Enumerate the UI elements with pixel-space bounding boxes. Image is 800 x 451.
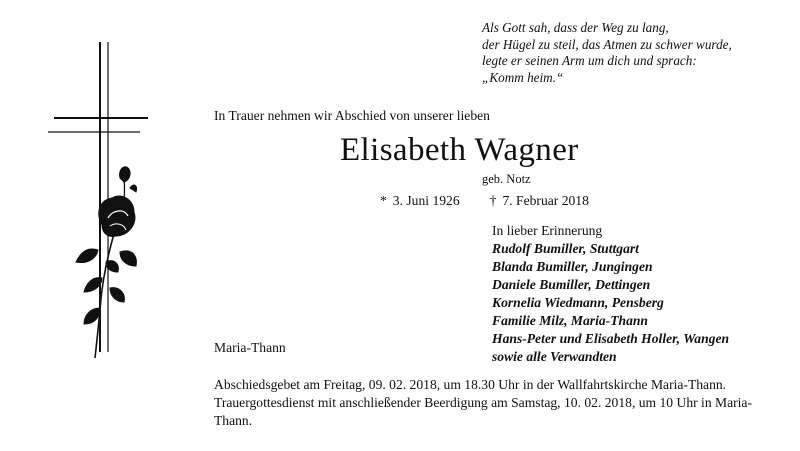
notice-line-funeral: Trauergottesdienst mit anschließender Beerdigung am Samstag, 10. 02. 2018, um 10 Uhr in Maria-Thann. bbox=[214, 395, 752, 428]
cross-with-rose-illustration bbox=[40, 40, 160, 370]
maiden-name: geb. Notz bbox=[482, 172, 531, 186]
deceased-name: Elisabeth Wagner bbox=[340, 132, 579, 168]
poem-line: der Hügel zu steil, das Atmen zu schwer wurde, bbox=[482, 36, 732, 52]
intro-text: In Trauer nehmen wir Abschied von unserer lieben bbox=[214, 108, 490, 123]
died-symbol: † bbox=[489, 193, 497, 208]
poem-line: legte er seinen Arm um dich und sprach: bbox=[482, 53, 697, 68]
poem-block bbox=[482, 20, 792, 86]
mourner-entry: Kornelia Wiedmann, Pensberg bbox=[492, 295, 664, 310]
notice-line-prayer: Abschiedsgebet am Freitag, 09. 02. 2018, um 18.30 Uhr in der Wallfahrtskirche Maria-Thann. bbox=[214, 377, 727, 392]
place-name: Maria-Thann bbox=[214, 340, 286, 355]
mourners-list bbox=[492, 222, 729, 366]
rose-icon bbox=[76, 167, 137, 358]
service-notice bbox=[214, 376, 774, 430]
life-dates bbox=[380, 193, 595, 209]
mourner-entry: Familie Milz, Maria-Thann bbox=[492, 313, 648, 328]
mourner-entry: Rudolf Bumiller, Stuttgart bbox=[492, 241, 639, 256]
mourner-entry: Hans-Peter und Elisabeth Holler, Wangen bbox=[492, 331, 730, 346]
mourner-entry: Blanda Bumiller, Jungingen bbox=[492, 259, 653, 274]
born-date: 3. Juni 1926 bbox=[392, 193, 460, 208]
born-symbol: * bbox=[380, 193, 387, 208]
cross-icon bbox=[48, 42, 148, 352]
mourners-heading: In lieber Erinnerung bbox=[492, 223, 603, 238]
mourner-entry: sowie alle Verwandten bbox=[492, 349, 617, 364]
poem-line: „Komm heim.“ bbox=[482, 69, 564, 85]
poem-line: Als Gott sah, dass der Weg zu lang, bbox=[482, 20, 669, 35]
died-date: 7. Februar 2018 bbox=[502, 193, 589, 208]
mourner-entry: Daniele Bumiller, Dettingen bbox=[492, 277, 651, 292]
